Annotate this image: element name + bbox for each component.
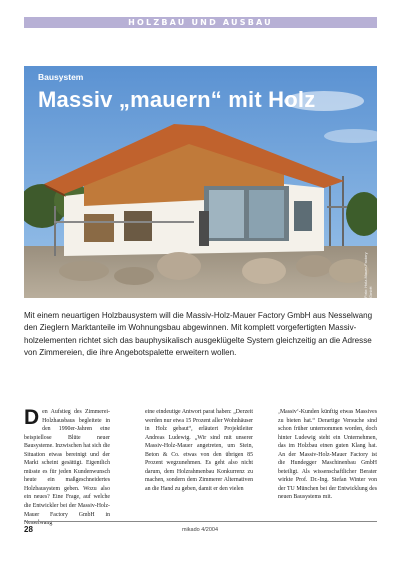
page-number: 28	[24, 525, 33, 534]
section-label: HOLZBAU UND AUSBAU	[128, 18, 273, 27]
magazine-issue: mikado 4/2004	[181, 527, 219, 533]
body-column-2: eine eindeutige Antwort parat haben: „Derzeit werden nur etwa 15 Prozent aller Wohnhäuser in Holz gebaut“, erläutert Projektleiter Andreas Ludewig. „Wir sind mit unserer Massiv-Holz-Mauer angetreten, um Stein, Beton & Co. etwas von den übrigen 85 Prozent wegzunehmen. Es geht also nicht darum, dem Holzrahmenbau Konkurrenz zu machen, sondern dem Zimmerer Alternativen an die Hand zu geben, damit er den vielen	[145, 409, 253, 492]
hero-kicker: Bausystem	[38, 72, 84, 82]
body-column-3: ‚Massiv‘-Kunden künftig etwas Massives zu bieten hat.“ Derartige Versuche sind schon früher unternommen worden, doch hinter Ludewig steht ein Unternehmen, das im Holzbau einen guten Klang hat. An der Massiv-Holz-Mauer Factory ist die Hundegger Maschinenbau GmbH beteiligt. Als wissenschaftlicher Berater wirkte Prof. Dr.-Ing. Stefan Winter von der TU München bei der Entwicklung des neuen Bausystems mit.	[278, 409, 377, 501]
lead-paragraph: Mit einem neuartigen Holzbausystem will die Massiv-Holz-Mauer Factory GmbH aus Nesselwang den Zieglern Marktanteile im Wohnungsbau abgewinnen. Mit komplett vorgefertigten Massiv- holzelementen richtet sich das bauphysikalisch ausgeklügelte System gleichzeitig an die Adresse von Zimmereien, die ihre Angebotspalette erweitern wollen.	[24, 311, 373, 357]
article-title: Massiv „mauern“ mit Holz	[38, 87, 316, 112]
body-column-1	[24, 408, 110, 528]
body-column-1-text: en Aufstieg des Zimmerei-Holzhausbaus begleitete in den 1990er-Jahren eine beispiellose Blüte neuer Bausysteme. Inzwischen hat sich die Situation etwas bereinigt und der Markt scheint gesättigt. Eigentlich müsste es für jeden Kundenwunsch heute ein maßgeschneidertes Holzbausystem geben. Wozu also ein neues? Eine Frage, auf welche die Entwickler bei der Massiv-Holz-Mauer Factory GmbH in Nesselwang	[24, 409, 110, 527]
footer-divider	[24, 521, 377, 522]
drop-cap: D	[24, 406, 40, 429]
hero-photo	[24, 66, 377, 298]
section-header-band	[24, 17, 377, 28]
photo-credit: Foto: Holz-Mauer-Factory GmbH	[363, 252, 373, 298]
